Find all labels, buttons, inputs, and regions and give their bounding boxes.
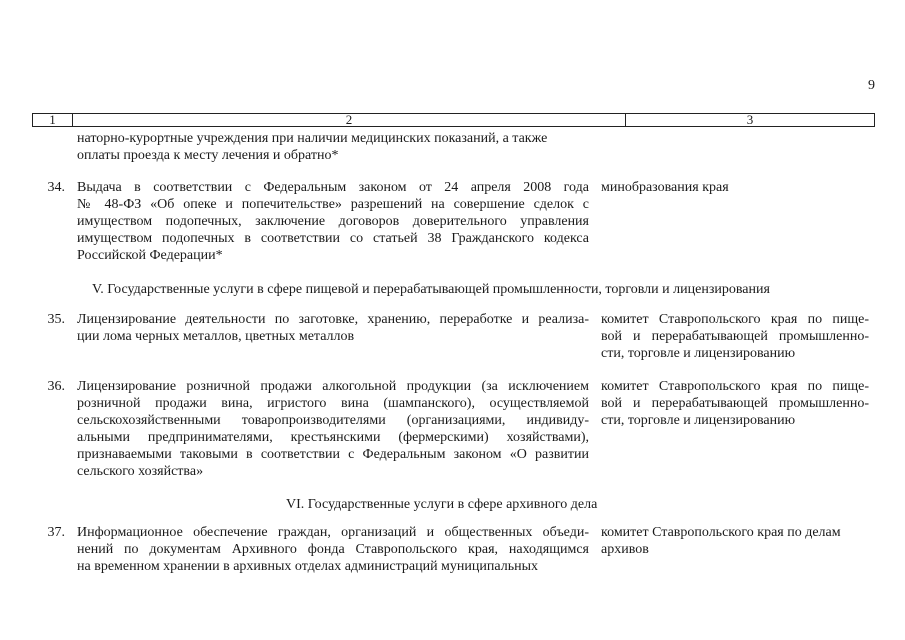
text-line: сельскохозяйственными товаропроизводителями (организациями, индивиду- — [77, 413, 589, 428]
org-line: комитет Ставропольского края по делам — [601, 525, 841, 540]
text-line: альными предпринимателями, крестьянскими (фермерскими) хозяйствами), — [77, 430, 589, 445]
item-36-organization — [601, 378, 869, 429]
text-line: имуществом подопечных в соответствии со статьей 38 Гражданского кодекса — [77, 231, 589, 246]
text-line: розничной продажи вина, игристого вина (шампанского), осуществляемой — [77, 396, 589, 411]
item-37-organization — [601, 524, 869, 558]
item-34-organization — [601, 179, 869, 196]
text-line: оплаты проезда к месту лечения и обратно* — [77, 148, 339, 163]
text-line: имуществом подопечных, заключение договоров доверительного управления — [77, 214, 589, 229]
text-line: Информационное обеспечение граждан, организаций и общественных объеди- — [77, 525, 589, 540]
section-5-heading: V. Государственные услуги в сфере пищевой и перерабатывающей промышленности, торговли и лицензирования — [92, 282, 770, 297]
org-line: сти, торговле и лицензированию — [601, 413, 796, 428]
org-line: комитет Ставропольского края по пище- — [601, 379, 869, 394]
item-34-text — [77, 179, 589, 264]
text-line: сельского хозяйства» — [77, 464, 204, 479]
text-line: Лицензирование деятельности по заготовке, хранению, переработке и реализа- — [77, 312, 589, 327]
item-35-number: 35. — [47, 312, 65, 327]
text-line: Российской Федерации* — [77, 248, 223, 263]
text-line: нений по документам Архивного фонда Ставропольского края, находящимся — [77, 542, 589, 557]
text-line: Выдача в соответствии с Федеральным законом от 24 апреля 2008 года — [77, 180, 589, 195]
header-col-2: 2 — [73, 114, 626, 126]
text-line: на временном хранении в архивных отделах администраций муниципальных — [77, 559, 538, 574]
continuation-text — [77, 130, 589, 164]
org-line: вой и перерабатывающей промышленно- — [601, 329, 869, 344]
table-header-row — [32, 113, 875, 127]
page-number: 9 — [868, 78, 875, 93]
text-line: Лицензирование розничной продажи алкогольной продукции (за исключением — [77, 379, 589, 394]
item-36-text — [77, 378, 589, 480]
header-col-1: 1 — [33, 114, 73, 126]
text-line: № 48-ФЗ «Об опеке и попечительстве» разрешений на совершение сделок с — [77, 197, 589, 212]
org-line: комитет Ставропольского края по пище- — [601, 312, 869, 327]
section-6-heading: VI. Государственные услуги в сфере архивного дела — [286, 497, 598, 512]
item-35-text — [77, 311, 589, 345]
item-37-text — [77, 524, 589, 575]
item-34-number: 34. — [47, 180, 65, 195]
text-line: наторно-курортные учреждения при наличии медицинских показаний, а также — [77, 131, 548, 146]
org-line: архивов — [601, 542, 649, 557]
text-line: признаваемыми таковыми в соответствии с Федеральным законом «О развитии — [77, 447, 589, 462]
org-line: вой и перерабатывающей промышленно- — [601, 396, 869, 411]
org-line: минобразования края — [601, 180, 729, 195]
item-37-number: 37. — [47, 525, 65, 540]
item-36-number: 36. — [47, 379, 65, 394]
header-col-3: 3 — [746, 112, 754, 127]
org-line: сти, торговле и лицензированию — [601, 346, 796, 361]
item-35-organization — [601, 311, 869, 362]
text-line: ции лома черных металлов, цветных металлов — [77, 329, 355, 344]
